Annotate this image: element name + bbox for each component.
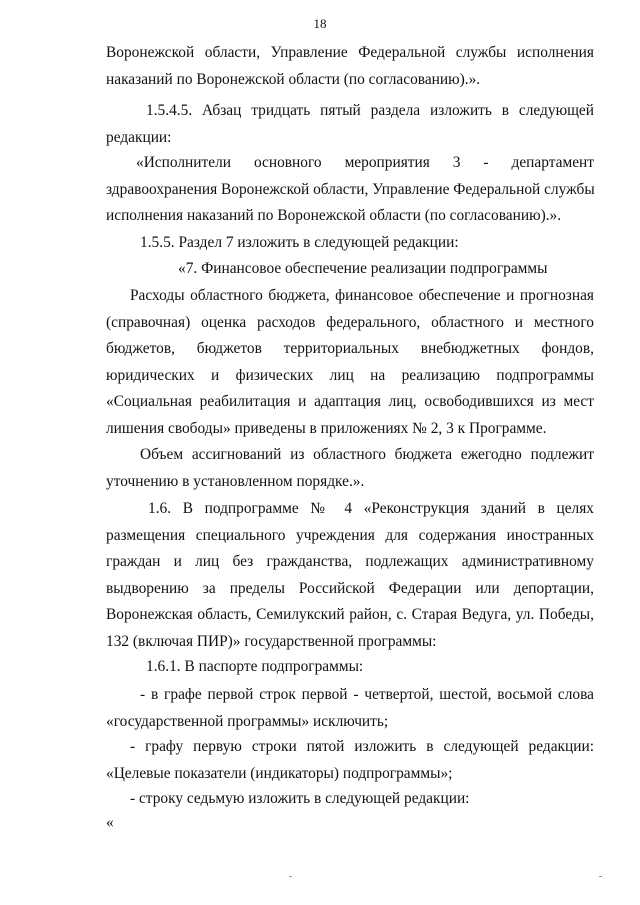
text-line: «Целевые показатели (индикаторы) подпрограммы»; <box>106 764 453 782</box>
text-line: 1.6.1. В паспорте подпрограммы: <box>146 658 364 675</box>
text-line: 1.6. В подпрограмме № 4 «Реконструкция зданий в целях <box>148 500 594 517</box>
text-line: здравоохранения Воронежской области, Управление Федеральной службы <box>106 180 595 198</box>
text-line: «Исполнители основного мероприятия 3 - департамент <box>136 154 594 171</box>
text-line: - графу первую строки пятой изложить в следующей редакции: <box>130 738 594 755</box>
paragraph <box>106 734 594 787</box>
paragraph <box>106 786 594 813</box>
text-line: - в графе первой строк первой - четвертой, шестой, восьмой слова <box>140 686 594 703</box>
paragraph <box>106 230 594 257</box>
text-line: наказаний по Воронежской области (по согласованию).». <box>106 70 481 88</box>
text-line: Объем ассигнований из областного бюджета ежегодно подлежит <box>140 446 594 463</box>
paragraph <box>106 496 594 656</box>
page-number: 18 <box>313 16 327 31</box>
paragraph <box>106 150 594 230</box>
text-line: бюджетов, бюджетов территориальных внебюджетных фондов, <box>106 340 594 358</box>
text-line: «7. Финансовое обеспечение реализации подпрограммы <box>178 260 548 277</box>
text-line: редакции: <box>106 128 172 146</box>
paragraph <box>106 40 594 93</box>
text-line: «Социальная реабилитация и адаптация лиц, освободившихся из мест <box>106 393 594 411</box>
scan-mark <box>289 876 292 877</box>
text-line: 1.5.5. Раздел 7 изложить в следующей редакции: <box>140 234 459 251</box>
text-line: Воронежской области, Управление Федеральной службы исполнения <box>106 44 594 61</box>
paragraph <box>106 283 594 443</box>
text-line: 132 (включая ПИР)» государственной программы: <box>106 632 437 650</box>
scan-mark <box>599 876 602 877</box>
paragraph <box>106 654 594 681</box>
paragraph <box>106 442 594 495</box>
text-line: - строку седьмую изложить в следующей редакции: <box>130 790 470 807</box>
text-line: Воронежская область, Семилукский район, с. Старая Ведуга, ул. Победы, <box>106 606 594 624</box>
text-line: (справочная) оценка расходов федерального, областного и местного <box>106 313 594 331</box>
text-line: юридических и физических лиц на реализацию подпрограммы <box>106 366 594 384</box>
text-line: размещения специального учреждения для содержания иностранных <box>106 526 594 544</box>
paragraph <box>106 682 594 735</box>
paragraph <box>106 98 594 151</box>
text-line: Расходы областного бюджета, финансовое обеспечение и прогнозная <box>130 287 594 304</box>
text-line: исполнения наказаний по Воронежской области (по согласованию).». <box>106 207 562 225</box>
text-line: граждан и лиц без гражданства, подлежащих административному <box>106 553 594 571</box>
text-line: « <box>106 814 114 831</box>
text-line: выдворению за пределы Российской Федерации или депортации, <box>106 579 594 597</box>
section-heading <box>106 256 594 283</box>
text-line: лишения свободы» приведены в приложениях № 2, 3 к Программе. <box>106 419 547 437</box>
text-line: 1.5.4.5. Абзац тридцать пятый раздела изложить в следующей <box>146 102 594 119</box>
text-line: уточнению в установленном порядке.». <box>106 472 365 490</box>
paragraph <box>106 810 594 837</box>
text-line: «государственной программы» исключить; <box>106 712 389 730</box>
